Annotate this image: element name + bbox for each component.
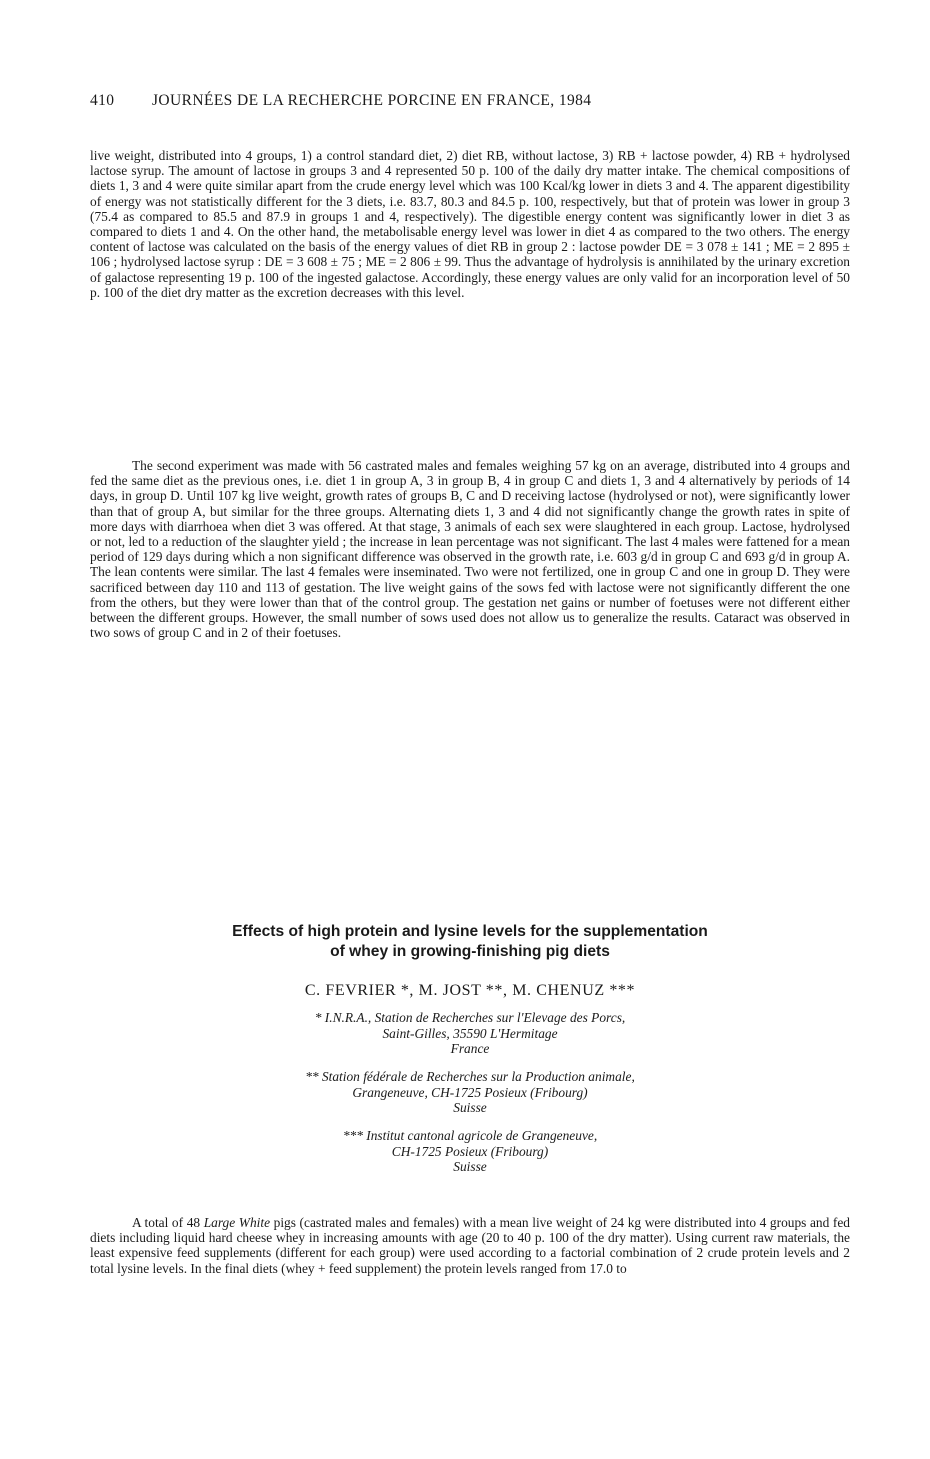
paragraph-3-start: A total of 48 <box>132 1215 204 1230</box>
paragraph-2 <box>90 458 850 640</box>
affiliation-2-line-2: Grangeneuve, CH-1725 Posieux (Fribourg) <box>352 1084 588 1100</box>
article-title-line-1: Effects of high protein and lysine levels for the supplementation <box>232 923 708 940</box>
affiliation-2-line-1: ** Station fédérale de Recherches sur la Production animale, <box>305 1069 635 1084</box>
affiliation-1-line-2: Saint-Gilles, 35590 L'Hermitage <box>382 1025 558 1041</box>
affiliation-1-line-1: * I.N.R.A., Station de Recherches sur l'Elevage des Porcs, <box>314 1010 626 1025</box>
article-title-line-2: of whey in growing-finishing pig diets <box>330 943 610 960</box>
affiliation-2 <box>90 1069 850 1116</box>
paragraph-2-text: The second experiment was made with 56 castrated males and females weighing 57 kg on an average, distributed into 4 groups and fed the same diet as the previous ones, i.e. diet 1 in group A, 3 in group B, 4 in group C and diets 1, 3 and 4 alternatively by periods of 14 days, in group D. Until 107 kg live weight, growth rates of groups B, C and D receiving lactose (hydrolysed or not), were significantly lower than that of group A, but similar for the three groups. Alternating diets 1, 3 and 4 did not significantly change the growth rates in spite of more days with diarrhoea when diet 3 was offered. At that stage, 3 animals of each sex were slaughtered in each group. Lactose, hydrolysed or not, led to a reduction of the slaughter yield ; the increase in lean percentage was not significant. The last 4 males were fattened for a mean period of 129 days during which a non significant difference was observed in the growth rate, i.e. 603 g/d in group C and 693 g/d in group A. The lean contents were similar. The last 4 females were inseminated. Two were not fertilized, one in group C and one in group D. They were sacrificed between day 110 and 113 of gestation. The live weight gains of the sows fed with lactose were not significantly different the one from the others, but they were lower than that of the control group. The gestation net gains or number of foetuses were not different either between the different groups. However, the small number of sows used does not allow us to generalize the results. Cataract was observed in two sows of group C and in 2 of their foetuses. <box>90 458 850 641</box>
affiliation-1 <box>90 1010 850 1057</box>
journal-title: JOURNÉES DE LA RECHERCHE PORCINE EN FRANCE, 1984 <box>152 92 592 109</box>
paragraph-3-text <box>90 1215 850 1276</box>
affiliation-3 <box>90 1128 850 1175</box>
paragraph-3-rest: pigs (castrated males and females) with a mean live weight of 24 kg were distributed into 4 groups and fed diets including liquid hard cheese whey in increasing amounts with age (20 to 40 p. 100 of the dry matter). Using current raw materials, the least expensive feed supplements (different for each group) were used according to a factorial combination of 2 crude protein levels and 2 total lysine levels. In the final diets (whey + feed supplement) the protein levels ranged from 17.0 to <box>90 1215 851 1276</box>
affiliation-3-country: Suisse <box>453 1159 487 1175</box>
paragraph-1 <box>90 148 850 300</box>
running-header <box>90 92 850 110</box>
paragraph-3 <box>90 1215 850 1276</box>
affiliation-3-line-2: CH-1725 Posieux (Fribourg) <box>391 1143 549 1159</box>
author-list: C. FEVRIER *, M. JOST **, M. CHENUZ *** <box>304 982 636 999</box>
affiliation-2-country: Suisse <box>453 1100 487 1116</box>
affiliation-3-line-1: *** Institut cantonal agricole de Grangeneuve, <box>342 1128 598 1143</box>
breed-name: Large White <box>203 1215 271 1230</box>
affiliation-1-country: France <box>450 1041 490 1057</box>
paragraph-1-text: live weight, distributed into 4 groups, 1) a control standard diet, 2) diet RB, without lactose, 3) RB + lactose powder, 4) RB + hydrolysed lactose syrup. The amount of lactose in groups 3 and 4 represented 50 p. 100 of the daily dry matter intake. The chemical compositions of diets 1, 3 and 4 were quite similar apart from the crude energy level which was 100 Kcal/kg lower in diets 3 and 4. The apparent digestibility of energy was not statistically different for the 3 diets, i.e. 83.7, 80.3 and 84.5 p. 100, respectively, but that of protein was lower in group 3 (75.4 as compared to 85.5 and 87.9 in groups 1 and 4, respectively). The digestible energy content was significantly lower in diet 3 as compared to diets 1 and 4. On the other hand, the metabolisable energy level was lower in diet 4 as compared to the two others. The energy content of lactose was calculated on the basis of the energy values of diet RB in group 2 : lactose powder DE = 3 078 ± 141 ; ME = 2 895 ± 106 ; hydrolysed lactose syrup : DE = 3 608 ± 75 ; ME = 2 806 ± 99. Thus the advantage of hydrolysis is annihilated by the urinary excretion of galactose representing 19 p. 100 of the ingested galactose. Accordingly, these energy values are only valid for an incorporation level of 50 p. 100 of the diet dry matter as the excretion decreases with this level. <box>90 148 850 300</box>
page-number: 410 <box>90 92 115 109</box>
article-title <box>90 922 850 962</box>
